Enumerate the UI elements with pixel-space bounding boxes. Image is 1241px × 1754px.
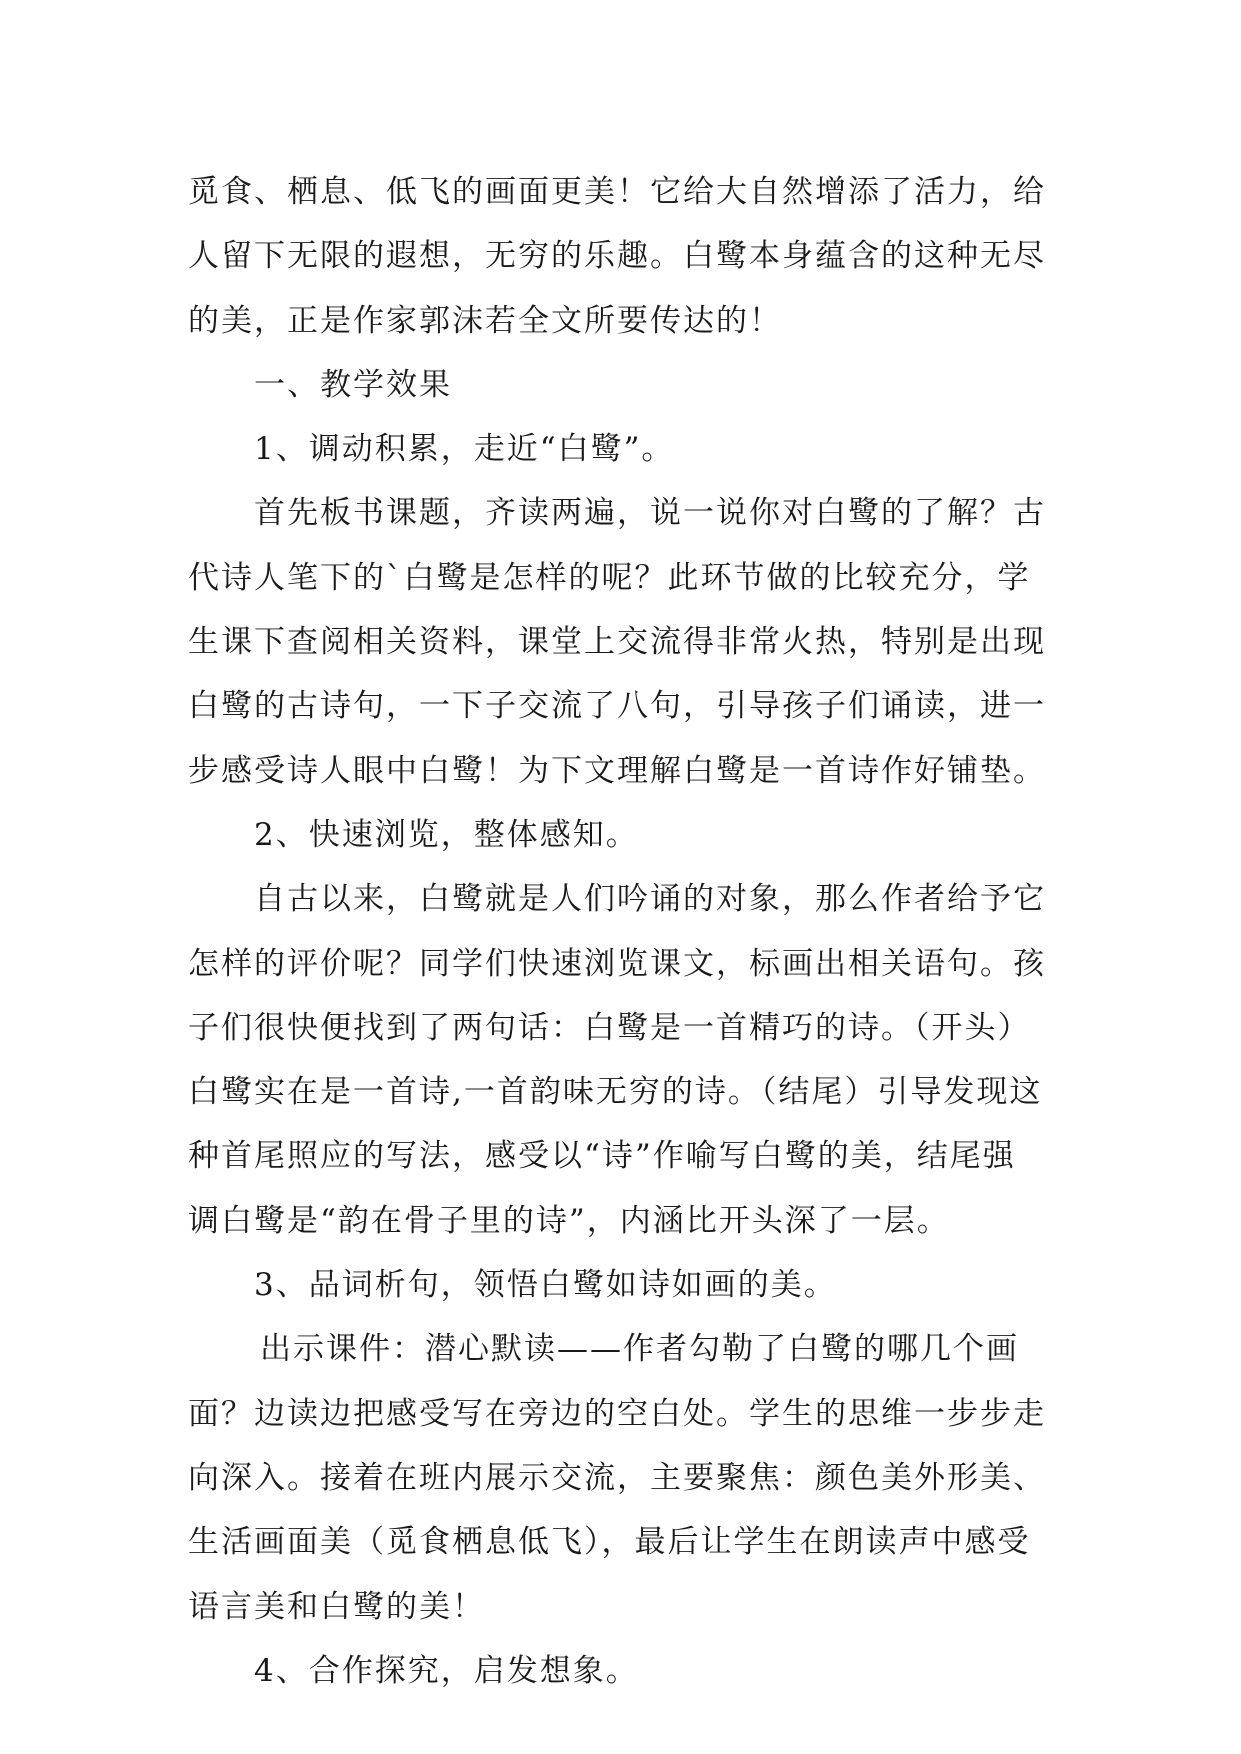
text-line: 人留下无限的遐想，无穷的乐趣。白鹭本身蕴含的这种无尽: [188, 238, 1046, 275]
text-line: 首先板书课题，齐读两遍，说一说你对白鹭的了解？古: [254, 495, 1046, 532]
subheading: 2、快速浏览，整体感知。: [254, 816, 639, 853]
text-line: 觅食、栖息、低飞的画面更美！它给大自然增添了活力，给: [188, 174, 1046, 210]
text-line: 种首尾照应的写法，感受以“诗”作喻写白鹭的美，结尾强: [188, 1138, 1016, 1175]
text-line: 自古以来，白鹭就是人们吟诵的对象，那么作者给予它: [254, 881, 1046, 918]
section-heading: 一、教学效果: [254, 366, 452, 403]
text-line: 子们很快便找到了两句话：白鹭是一首精巧的诗。（开头）: [188, 1009, 1031, 1046]
subheading: 4、合作探究，启发想象。: [254, 1652, 639, 1689]
subheading: 3、品词析句，领悟白鹭如诗如画的美。: [254, 1267, 837, 1304]
text-line: 出示课件：潜心默读——作者勾勒了白鹭的哪几个画: [260, 1331, 1019, 1368]
text-line: 调白鹭是“韵在骨子里的诗”，内涵比开头深了一层。: [188, 1202, 950, 1239]
text-line: 生课下查阅相关资料，课堂上交流得非常火热，特别是出现: [188, 624, 1046, 661]
text-line: 白鹭的古诗句，一下子交流了八句，引导孩子们诵读，进一: [188, 688, 1046, 725]
text-line: 步感受诗人眼中白鹭！为下文理解白鹭是一首诗作好铺垫。: [188, 752, 1046, 789]
subheading: 1、调动积累，走近“白鹭”。: [254, 431, 675, 468]
text-line: 语言美和白鹭的美！: [188, 1588, 485, 1625]
text-line: 代诗人笔下的`白鹭是怎样的呢？此环节做的比较充分，学: [188, 559, 1031, 596]
text-line: 怎样的评价呢？同学们快速浏览课文，标画出相关语句。孩: [188, 945, 1046, 982]
text-line: 生活画面美（觅食栖息低飞），最后让学生在朗读声中感受: [188, 1524, 1031, 1561]
text-line: 面？边读边把感受写在旁边的空白处。学生的思维一步步走: [188, 1395, 1046, 1432]
body-text: [188, 160, 1068, 1703]
text-line: 向深入。接着在班内展示交流，主要聚焦：颜色美外形美、: [188, 1459, 1046, 1496]
text-line: 的美，正是作家郭沫若全文所要传达的！: [188, 302, 782, 339]
text-line: 白鹭实在是一首诗,一首韵味无穷的诗。（结尾）引导发现这: [188, 1074, 1043, 1111]
